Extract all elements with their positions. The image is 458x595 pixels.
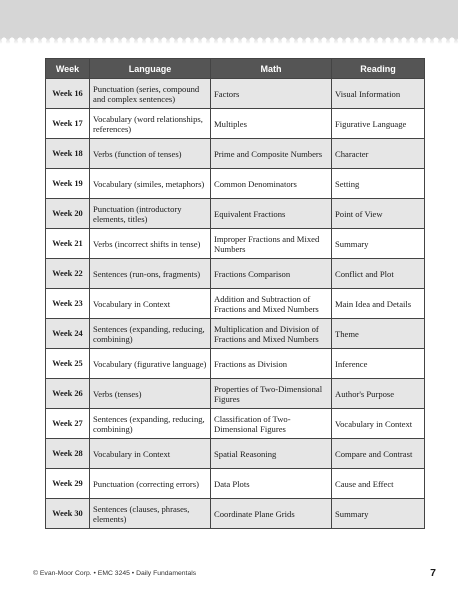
language-cell: Verbs (function of tenses) xyxy=(90,139,211,169)
math-cell: Data Plots xyxy=(211,469,332,499)
table-row xyxy=(46,379,425,409)
reading-cell: Vocabulary in Context xyxy=(332,409,425,439)
math-cell: Improper Fractions and Mixed Numbers xyxy=(211,229,332,259)
language-cell: Vocabulary in Context xyxy=(90,439,211,469)
table-row xyxy=(46,499,425,529)
math-cell: Multiplication and Division of Fractions and Mixed Numbers xyxy=(211,319,332,349)
week-cell: Week 21 xyxy=(46,229,90,259)
table-row xyxy=(46,469,425,499)
reading-cell: Summary xyxy=(332,229,425,259)
language-cell: Verbs (tenses) xyxy=(90,379,211,409)
week-cell: Week 29 xyxy=(46,469,90,499)
week-cell: Week 24 xyxy=(46,319,90,349)
week-cell: Week 22 xyxy=(46,259,90,289)
reading-cell: Point of View xyxy=(332,199,425,229)
math-cell: Addition and Subtraction of Fractions and Mixed Numbers xyxy=(211,289,332,319)
language-cell: Punctuation (introductory elements, titles) xyxy=(90,199,211,229)
table-row xyxy=(46,79,425,109)
copyright-credit: © Evan-Moor Corp. • EMC 3245 • Daily Fundamentals xyxy=(33,570,197,577)
math-cell: Equivalent Fractions xyxy=(211,199,332,229)
math-cell: Fractions Comparison xyxy=(211,259,332,289)
week-cell: Week 23 xyxy=(46,289,90,319)
language-cell: Sentences (expanding, reducing, combining) xyxy=(90,319,211,349)
reading-cell: Inference xyxy=(332,349,425,379)
table-row xyxy=(46,229,425,259)
math-cell: Spatial Reasoning xyxy=(211,439,332,469)
week-cell: Week 18 xyxy=(46,139,90,169)
reading-cell: Theme xyxy=(332,319,425,349)
column-header-reading: Reading xyxy=(332,59,425,79)
column-header-week: Week xyxy=(46,59,90,79)
math-cell: Common Denominators xyxy=(211,169,332,199)
week-cell: Week 28 xyxy=(46,439,90,469)
table-header-row xyxy=(46,59,425,79)
math-cell: Prime and Composite Numbers xyxy=(211,139,332,169)
reading-cell: Figurative Language xyxy=(332,109,425,139)
math-cell: Properties of Two-Dimensional Figures xyxy=(211,379,332,409)
language-cell: Vocabulary (similes, metaphors) xyxy=(90,169,211,199)
table-row xyxy=(46,199,425,229)
table-row xyxy=(46,259,425,289)
reading-cell: Summary xyxy=(332,499,425,529)
language-cell: Sentences (run-ons, fragments) xyxy=(90,259,211,289)
column-header-language: Language xyxy=(90,59,211,79)
table-row xyxy=(46,169,425,199)
week-cell: Week 26 xyxy=(46,379,90,409)
table-row xyxy=(46,319,425,349)
column-header-math: Math xyxy=(211,59,332,79)
weekly-schedule-table xyxy=(45,58,425,529)
reading-cell: Main Idea and Details xyxy=(332,289,425,319)
table-row xyxy=(46,139,425,169)
language-cell: Vocabulary (word relationships, references) xyxy=(90,109,211,139)
language-cell: Vocabulary (figurative language) xyxy=(90,349,211,379)
math-cell: Coordinate Plane Grids xyxy=(211,499,332,529)
reading-cell: Setting xyxy=(332,169,425,199)
table-row xyxy=(46,349,425,379)
language-cell: Verbs (incorrect shifts in tense) xyxy=(90,229,211,259)
table-row xyxy=(46,409,425,439)
language-cell: Vocabulary in Context xyxy=(90,289,211,319)
week-cell: Week 16 xyxy=(46,79,90,109)
reading-cell: Compare and Contrast xyxy=(332,439,425,469)
language-cell: Sentences (clauses, phrases, elements) xyxy=(90,499,211,529)
table-row xyxy=(46,289,425,319)
decorative-top-band xyxy=(0,0,458,44)
page-footer xyxy=(0,567,458,585)
reading-cell: Cause and Effect xyxy=(332,469,425,499)
week-cell: Week 30 xyxy=(46,499,90,529)
math-cell: Multiples xyxy=(211,109,332,139)
math-cell: Factors xyxy=(211,79,332,109)
table-row xyxy=(46,109,425,139)
week-cell: Week 19 xyxy=(46,169,90,199)
week-cell: Week 25 xyxy=(46,349,90,379)
reading-cell: Character xyxy=(332,139,425,169)
table-row xyxy=(46,439,425,469)
reading-cell: Visual Information xyxy=(332,79,425,109)
reading-cell: Conflict and Plot xyxy=(332,259,425,289)
math-cell: Fractions as Division xyxy=(211,349,332,379)
week-cell: Week 17 xyxy=(46,109,90,139)
language-cell: Sentences (expanding, reducing, combining) xyxy=(90,409,211,439)
week-cell: Week 20 xyxy=(46,199,90,229)
language-cell: Punctuation (correcting errors) xyxy=(90,469,211,499)
math-cell: Classification of Two-Dimensional Figures xyxy=(211,409,332,439)
reading-cell: Author's Purpose xyxy=(332,379,425,409)
page-number: 7 xyxy=(430,567,436,579)
week-cell: Week 27 xyxy=(46,409,90,439)
language-cell: Punctuation (series, compound and complex sentences) xyxy=(90,79,211,109)
